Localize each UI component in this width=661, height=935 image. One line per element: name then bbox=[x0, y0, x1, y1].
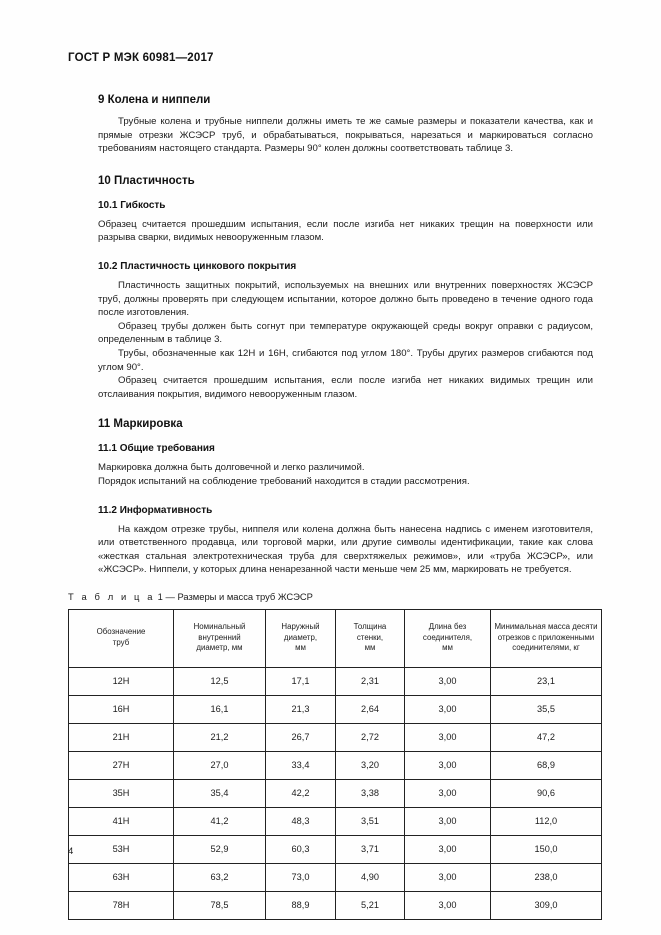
table-cell-c5: 112,0 bbox=[491, 807, 602, 835]
section-10-1-paragraph-1: Образец считается прошедшим испытания, если после изгиба нет никаких трещин на поверхности или разрыва сварки, видимых невооруженным глазом. bbox=[98, 218, 593, 244]
pipe-dimensions-table bbox=[68, 609, 602, 920]
section-11-1-heading: 11.1 Общие требования bbox=[98, 443, 215, 455]
table-cell-c0: 53Н bbox=[69, 835, 174, 863]
table-cell-c2: 60,3 bbox=[266, 835, 336, 863]
table-row bbox=[69, 751, 602, 779]
table-cell-c0: 27Н bbox=[69, 751, 174, 779]
table-cell-c0: 12Н bbox=[69, 667, 174, 695]
table-caption-number: 1 bbox=[157, 590, 163, 602]
table-cell-c3: 3,38 bbox=[336, 779, 405, 807]
table-cell-c1: 27,0 bbox=[174, 751, 266, 779]
section-9-heading: 9 Колена и ниппели bbox=[98, 94, 211, 106]
section-11-2-heading: 11.2 Информативность bbox=[98, 504, 213, 516]
table-caption-title: Размеры и масса труб ЖСЭСР bbox=[177, 590, 313, 602]
column-header-designation: Обозначение труб bbox=[69, 609, 174, 667]
column-header-length-without-coupler: Длина без соединителя, мм bbox=[405, 609, 491, 667]
page-content bbox=[68, 52, 598, 920]
table-cell-c4: 3,00 bbox=[405, 667, 491, 695]
table-row bbox=[69, 723, 602, 751]
table-cell-c5: 150,0 bbox=[491, 835, 602, 863]
table-row bbox=[69, 667, 602, 695]
table-body bbox=[69, 667, 602, 919]
table-cell-c5: 238,0 bbox=[491, 863, 602, 891]
table-cell-c4: 3,00 bbox=[405, 779, 491, 807]
table-cell-c2: 21,3 bbox=[266, 695, 336, 723]
section-9 bbox=[68, 94, 593, 156]
section-10-2-paragraph-3: Трубы, обозначенные как 12Н и 16Н, сгибаются под углом 180°. Трубы других размеров сгибаются под углом 90°. bbox=[98, 347, 593, 373]
table-cell-c0: 35Н bbox=[69, 779, 174, 807]
table-cell-c4: 3,00 bbox=[405, 835, 491, 863]
table-cell-c3: 3,20 bbox=[336, 751, 405, 779]
table-cell-c3: 2,31 bbox=[336, 667, 405, 695]
table-cell-c0: 16Н bbox=[69, 695, 174, 723]
table-cell-c2: 88,9 bbox=[266, 891, 336, 919]
table-cell-c3: 2,64 bbox=[336, 695, 405, 723]
section-10-heading: 10 Пластичность bbox=[98, 174, 195, 187]
table-cell-c2: 73,0 bbox=[266, 863, 336, 891]
table-cell-c5: 90,6 bbox=[491, 779, 602, 807]
page-number: 4 bbox=[68, 846, 74, 857]
table-row bbox=[69, 807, 602, 835]
table-cell-c0: 78Н bbox=[69, 891, 174, 919]
section-10-2-paragraph-2: Образец трубы должен быть согнут при температуре окружающей среды вокруг оправки с радиусом, определенным в таблице 3. bbox=[98, 320, 593, 346]
table-cell-c3: 2,72 bbox=[336, 723, 405, 751]
table-row bbox=[69, 835, 602, 863]
table-cell-c5: 68,9 bbox=[491, 751, 602, 779]
table-row bbox=[69, 863, 602, 891]
section-10-2-paragraph-1: Пластичность защитных покрытий, используемых на внешних или внутренних поверхностях ЖСЭСР труб, должны проверять при следующем испытании, которое должно быть проведено в течение одного года после изготовления. bbox=[98, 279, 593, 319]
table-cell-c0: 21Н bbox=[69, 723, 174, 751]
table-cell-c4: 3,00 bbox=[405, 807, 491, 835]
table-row bbox=[69, 779, 602, 807]
table-cell-c5: 47,2 bbox=[491, 723, 602, 751]
table-cell-c1: 78,5 bbox=[174, 891, 266, 919]
section-9-paragraph-1: Трубные колена и трубные ниппели должны иметь те же самые размеры и показатели качества, как и прямые отрезки ЖСЭСР труб, и обрабатываться, покрываться, нарезаться и маркироваться согласно требованиям настоящего стандарта. Размеры 90° колен должны соответствовать таблице 3. bbox=[98, 116, 593, 155]
table-cell-c4: 3,00 bbox=[405, 891, 491, 919]
table-cell-c2: 42,2 bbox=[266, 779, 336, 807]
table-cell-c0: 41Н bbox=[69, 807, 174, 835]
table-header bbox=[69, 609, 602, 667]
table-cell-c4: 3,00 bbox=[405, 751, 491, 779]
table-cell-c4: 3,00 bbox=[405, 863, 491, 891]
table-cell-c2: 33,4 bbox=[266, 751, 336, 779]
column-header-outer-diameter: Наружный диаметр, мм bbox=[266, 609, 336, 667]
document-header-standard-number: ГОСТ Р МЭК 60981—2017 bbox=[68, 52, 214, 64]
section-11-1-paragraph-2: Порядок испытаний на соблюдение требований находится в стадии рассмотрения. bbox=[98, 475, 470, 487]
table-cell-c2: 26,7 bbox=[266, 723, 336, 751]
table-cell-c1: 16,1 bbox=[174, 695, 266, 723]
table-cell-c3: 3,71 bbox=[336, 835, 405, 863]
table-cell-c2: 48,3 bbox=[266, 807, 336, 835]
table-caption-label: Т а б л и ц а bbox=[68, 590, 156, 602]
section-11 bbox=[68, 418, 593, 577]
section-11-heading: 11 Маркировка bbox=[98, 418, 183, 431]
section-11-1-paragraph-1: Маркировка должна быть долговечной и легко различимой. bbox=[98, 462, 365, 474]
table-caption bbox=[68, 591, 593, 602]
table-cell-c1: 35,4 bbox=[174, 779, 266, 807]
table-header-row bbox=[69, 609, 602, 667]
table-cell-c3: 5,21 bbox=[336, 891, 405, 919]
table-cell-c1: 52,9 bbox=[174, 835, 266, 863]
section-11-2-paragraph-1: На каждом отрезке трубы, ниппеля или колена должна быть нанесена надпись с именем изготовителя, или ответственного продавца, или торговой марки, или другие символы идентификации, такие как слова «жесткая стальная электротехническая труба для сверхтяжелых режимов», или «труба ЖСЭСР», или «ЖСЭСР». Ниппели, у которых длина ненарезанной части меньше чем 25 мм, маркировать не требуется. bbox=[98, 523, 593, 576]
section-10-1-heading: 10.1 Гибкость bbox=[98, 199, 166, 211]
table-cell-c1: 63,2 bbox=[174, 863, 266, 891]
section-10-2-paragraph-4: Образец считается прошедшим испытания, если после изгиба нет никаких видимых трещин или отслаивания покрытия, видимого невооруженным глазом. bbox=[98, 375, 593, 400]
table-cell-c1: 21,2 bbox=[174, 723, 266, 751]
table-cell-c1: 12,5 bbox=[174, 667, 266, 695]
table-cell-c3: 3,51 bbox=[336, 807, 405, 835]
table-row bbox=[69, 891, 602, 919]
section-10 bbox=[68, 175, 593, 402]
table-cell-c4: 3,00 bbox=[405, 723, 491, 751]
table-cell-c2: 17,1 bbox=[266, 667, 336, 695]
section-10-2-heading: 10.2 Пластичность цинкового покрытия bbox=[98, 260, 297, 272]
column-header-minimum-mass: Минимальная масса десяти отрезков с приложенными соединителями, кг bbox=[491, 609, 602, 667]
column-header-nominal-inner-diameter: Номинальный внутренний диаметр, мм bbox=[174, 609, 266, 667]
table-cell-c1: 41,2 bbox=[174, 807, 266, 835]
table-cell-c5: 23,1 bbox=[491, 667, 602, 695]
table-cell-c3: 4,90 bbox=[336, 863, 405, 891]
table-caption-dash: — bbox=[165, 590, 175, 602]
table-cell-c4: 3,00 bbox=[405, 695, 491, 723]
column-header-wall-thickness: Толщина стенки, мм bbox=[336, 609, 405, 667]
table-cell-c5: 309,0 bbox=[491, 891, 602, 919]
table-cell-c0: 63Н bbox=[69, 863, 174, 891]
table-cell-c5: 35,5 bbox=[491, 695, 602, 723]
table-row bbox=[69, 695, 602, 723]
